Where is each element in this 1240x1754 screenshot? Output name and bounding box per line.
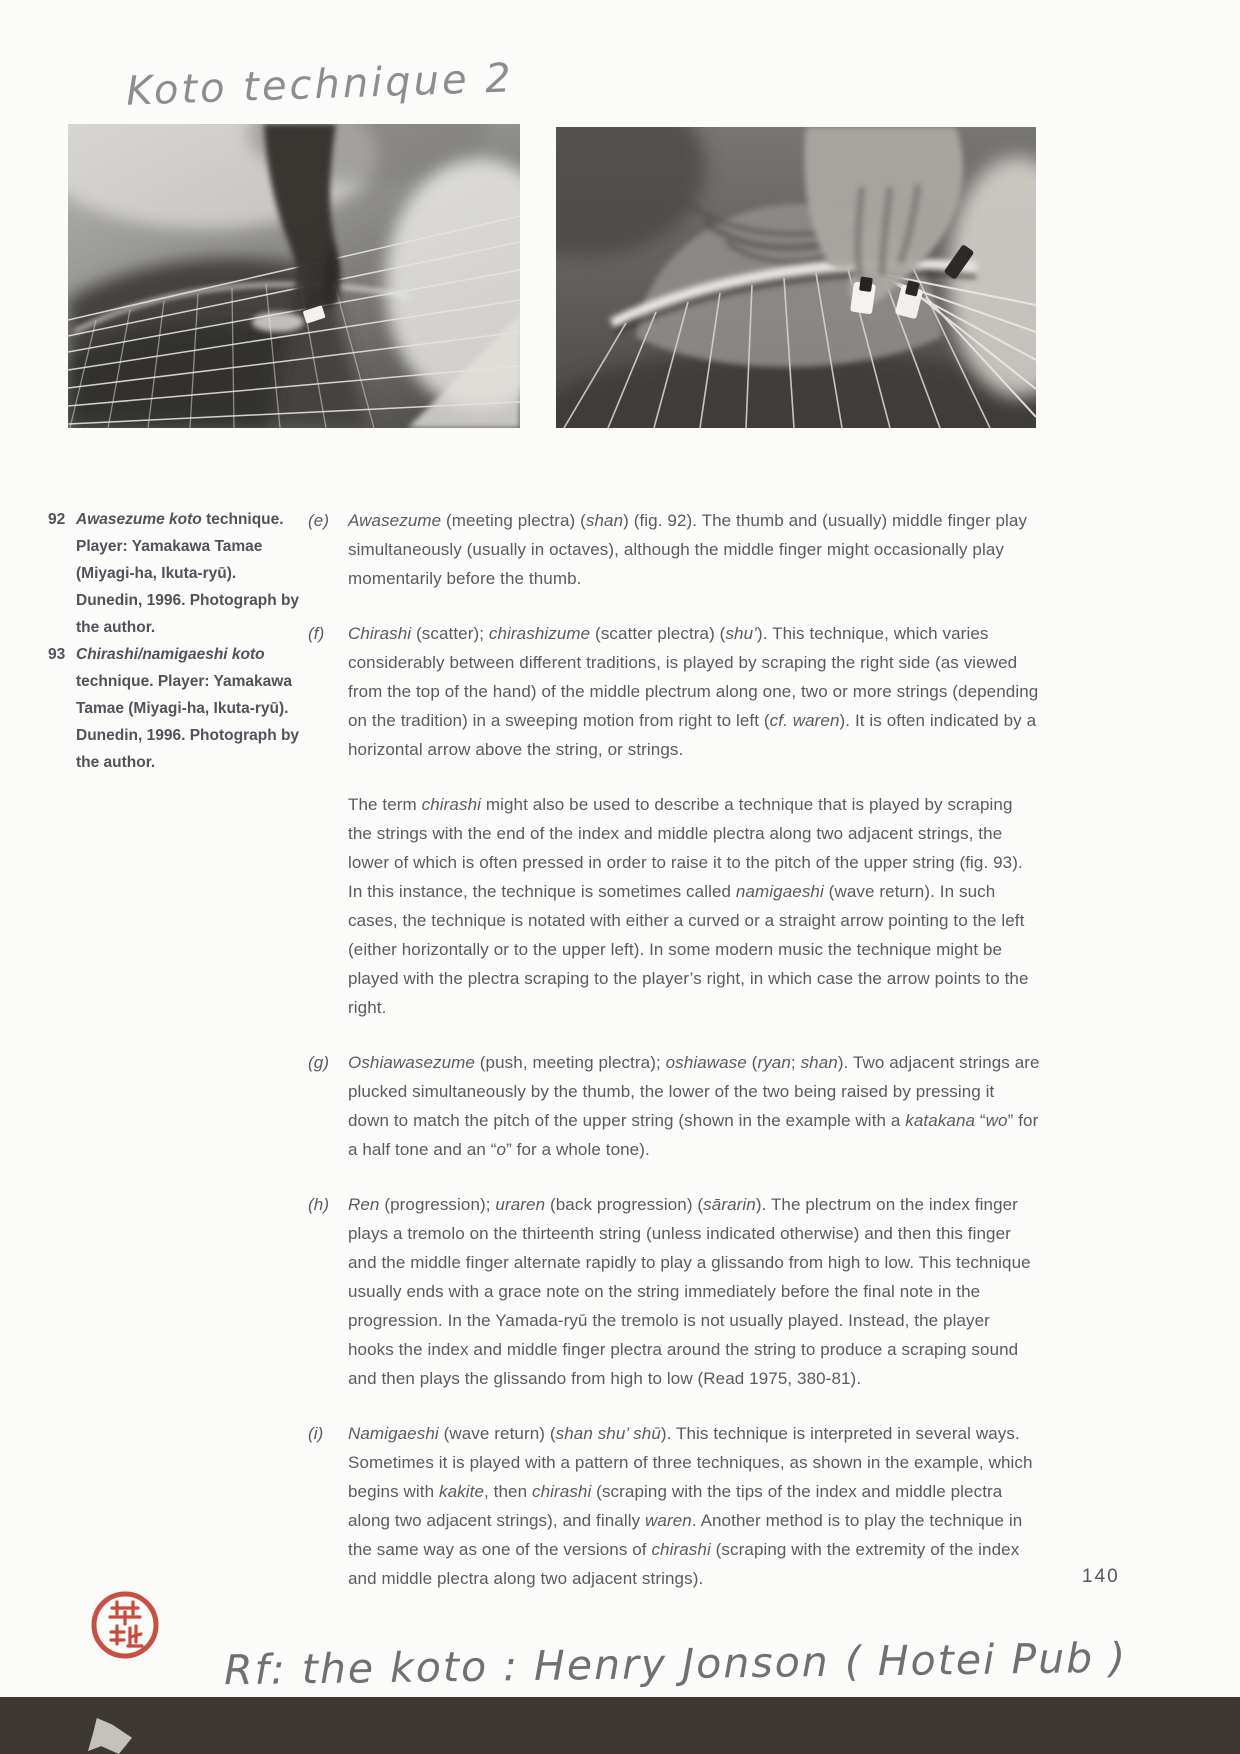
seal-icon [90, 1590, 160, 1660]
koto-photo-chirashi [556, 127, 1036, 428]
handwritten-reference: Rf: the koto : Henry Jonson ( Hotei Pub ) [223, 1633, 1128, 1695]
paragraph-f [308, 619, 1040, 764]
paragraph-label: (g) [308, 1053, 330, 1072]
paragraph-text: Oshiawasezume (push, meeting plectra); oshiawase (ryan; shan). Two adjacent strings are plucked simultaneously by the thumb, the lower of the two being raised by pressing it down to match the pitch of the upper string (shown in the example with a katakana “wo” for a half tone and an “o” for a whole tone). [348, 1053, 1040, 1159]
figure-93-photo [556, 127, 1036, 428]
caption-fig-92 [48, 506, 300, 641]
paragraph-text: Awasezume (meeting plectra) (shan) (fig. 92). The thumb and (usually) middle finger play simultaneously (usually in octaves), although the middle finger might occasionally play momentarily before the thumb. [348, 511, 1028, 588]
kikuchi-seal-stamp [90, 1590, 160, 1660]
caption-text: Awasezume koto technique. Player: Yamakawa Tamae (Miyagi-ha, Ikuta-ryū). Dunedin, 1996. Photograph by the author. [76, 511, 300, 636]
paragraph-i [308, 1419, 1040, 1593]
paragraph-f-continued [308, 790, 1040, 1022]
paragraph-label: (e) [308, 511, 330, 530]
koto-photo-awasezume [68, 124, 520, 428]
paragraph-text: Namigaeshi (wave return) (shan shu’ shū). This technique is interpreted in several ways. Sometimes it is played with a pattern of three techniques, as shown in the example, which begins with kakite, then chirashi (scraping with the tips of the index and middle plectra along two adjacent strings), and finally waren. Another method is to play the technique in the same way as one of the versions of chirashi (scraping with the extremity of the index and middle plectra along two adjacent strings). [348, 1424, 1033, 1588]
figure-captions [48, 506, 300, 776]
paragraph-e [308, 506, 1040, 593]
paragraph-label: (f) [308, 624, 325, 643]
scan-edge-bar [0, 1697, 1240, 1754]
figure-92-photo [68, 124, 520, 428]
paragraph-h [308, 1190, 1040, 1393]
paragraph-label [308, 790, 348, 1022]
paragraph-text: The term chirashi might also be used to describe a technique that is played by scraping the strings with the end of the index and middle plectra along two adjacent strings, the lower of which is often pressed in order to raise it to the pitch of the upper string (fig. 93). In this instance, the technique is sometimes called namigaeshi (wave return). In such cases, the technique is notated with either a curved or a straight arrow pointing to the left (either horizontally or to the upper left). In some modern music the technique might be played with the plectra scraping to the player’s right, in which case the arrow points to the right. [348, 795, 1029, 1017]
handwritten-title: Koto technique 2 [125, 55, 515, 115]
caption-fig-93 [48, 641, 300, 776]
paragraph-text: Chirashi (scatter); chirashizume (scatter plectra) (shu’). This technique, which varies considerably between different traditions, is played by scraping the right side (as viewed from the top of the hand) of the middle plectrum along one, two or more strings (depending on the tradition) in a sweeping motion from right to left (cf. waren). It is often indicated by a horizontal arrow above the string, or strings. [348, 624, 1039, 759]
caption-number: 92 [48, 511, 66, 528]
caption-number: 93 [48, 646, 66, 663]
body-text-column [308, 506, 1040, 1619]
paragraph-label: (i) [308, 1424, 324, 1443]
page-number: 140 [1082, 1566, 1120, 1587]
paragraph-label: (h) [308, 1195, 330, 1214]
paragraph-g [308, 1048, 1040, 1164]
paragraph-text: Ren (progression); uraren (back progression) (sārarin). The plectrum on the index finger plays a tremolo on the thirteenth string (unless indicated otherwise) and then this finger and the middle finger alternate rapidly to play a glissando from high to low. This technique usually ends with a grace note on the string immediately before the final note in the progression. In the Yamada-ryū the tremolo is not usually played. Instead, the player hooks the index and middle finger plectra around the string to produce a scraping sound and then plays the glissando from high to low (Read 1975, 380-81). [348, 1195, 1031, 1388]
caption-text: Chirashi/namigaeshi koto technique. Player: Yamakawa Tamae (Miyagi-ha, Ikuta-ryū). Dunedin, 1996. Photograph by the author. [76, 646, 300, 771]
